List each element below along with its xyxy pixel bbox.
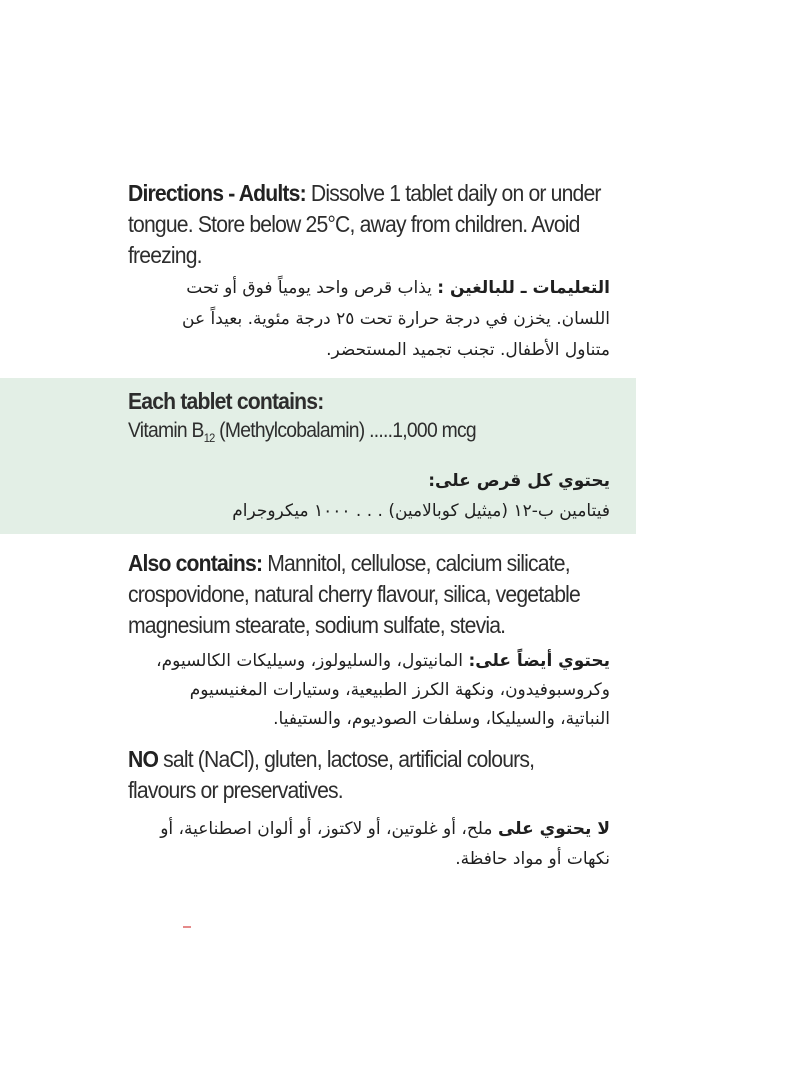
- tablet-arabic-heading: يحتوي كل قرص على:: [428, 471, 610, 492]
- also-arabic-heading: يحتوي أيضاً على:: [468, 651, 610, 672]
- tablet-arabic-line: فيتامين ب-١٢ (ميثيل كوبالامين) . . . ١٠٠٠ ميكروجرام: [232, 501, 610, 522]
- directions-heading: Directions - Adults:: [128, 180, 306, 206]
- free-from-arabic: [140, 814, 610, 874]
- vitamin-line: [128, 417, 595, 452]
- vitamin-form: (Methylcobalamin): [214, 419, 365, 442]
- also-text: Mannitol, cellulose, calcium silicate, crospovidone, natural cherry flavour, silica, vegetable magnesium stearate, sodium sulfate, stevia.: [128, 550, 580, 639]
- free-from-arabic-heading: لا يحتوي على: [497, 819, 610, 840]
- directions-english: [128, 178, 606, 271]
- also-heading: Also contains:: [128, 550, 263, 577]
- free-from-arabic-text: ملح، أو غلوتين، أو لاكتوز، أو ألوان اصطناعية، أو نكهات أو مواد حافظة.: [160, 819, 610, 870]
- free-from-text: salt (NaCl), gluten, lactose, artificial colours, flavours or preservatives.: [128, 746, 535, 804]
- also-contains-section: [128, 548, 628, 734]
- product-label: [128, 178, 628, 874]
- also-arabic-text: المانيتول، والسليولوز، وسيليكات الكالسيوم، وكروسبوفيدون، ونكهة الكرز الطبيعية، وستيارات المغنيسيوم النباتية، والسيليكا، وسلفات الصوديوم، والستيفيا.: [156, 651, 610, 730]
- directions-section: [128, 178, 628, 366]
- vitamin-dots: .....: [364, 419, 393, 442]
- directions-arabic-heading: التعليمات ـ للبالغين :: [437, 278, 610, 298]
- vitamin-amount: 1,000 mcg: [392, 419, 476, 442]
- tablet-arabic: [140, 466, 610, 526]
- directions-arabic: [140, 273, 610, 366]
- directions-text: Dissolve 1 tablet daily on or under tongue. Store below 25°C, away from children. Avoid freezing.: [128, 180, 601, 268]
- free-from-english: [128, 744, 606, 806]
- also-arabic: [140, 647, 610, 734]
- tablet-heading: Each tablet contains:: [128, 388, 324, 414]
- also-english: [128, 548, 606, 641]
- tablet-contents-box: [0, 378, 636, 534]
- vitamin-name: Vitamin B: [128, 419, 204, 442]
- free-from-heading: NO: [128, 746, 159, 773]
- directions-arabic-text: يذاب قرص واحد يومياً فوق أو تحت اللسان. يخزن في درجة حرارة تحت ٢٥ درجة مئوية. بعيداً عن متناول الأطفال. تجنب تجميد المستحضر.: [182, 278, 610, 360]
- print-mark: [183, 926, 191, 928]
- vitamin-subscript: 12: [203, 431, 215, 446]
- free-from-section: [128, 744, 628, 874]
